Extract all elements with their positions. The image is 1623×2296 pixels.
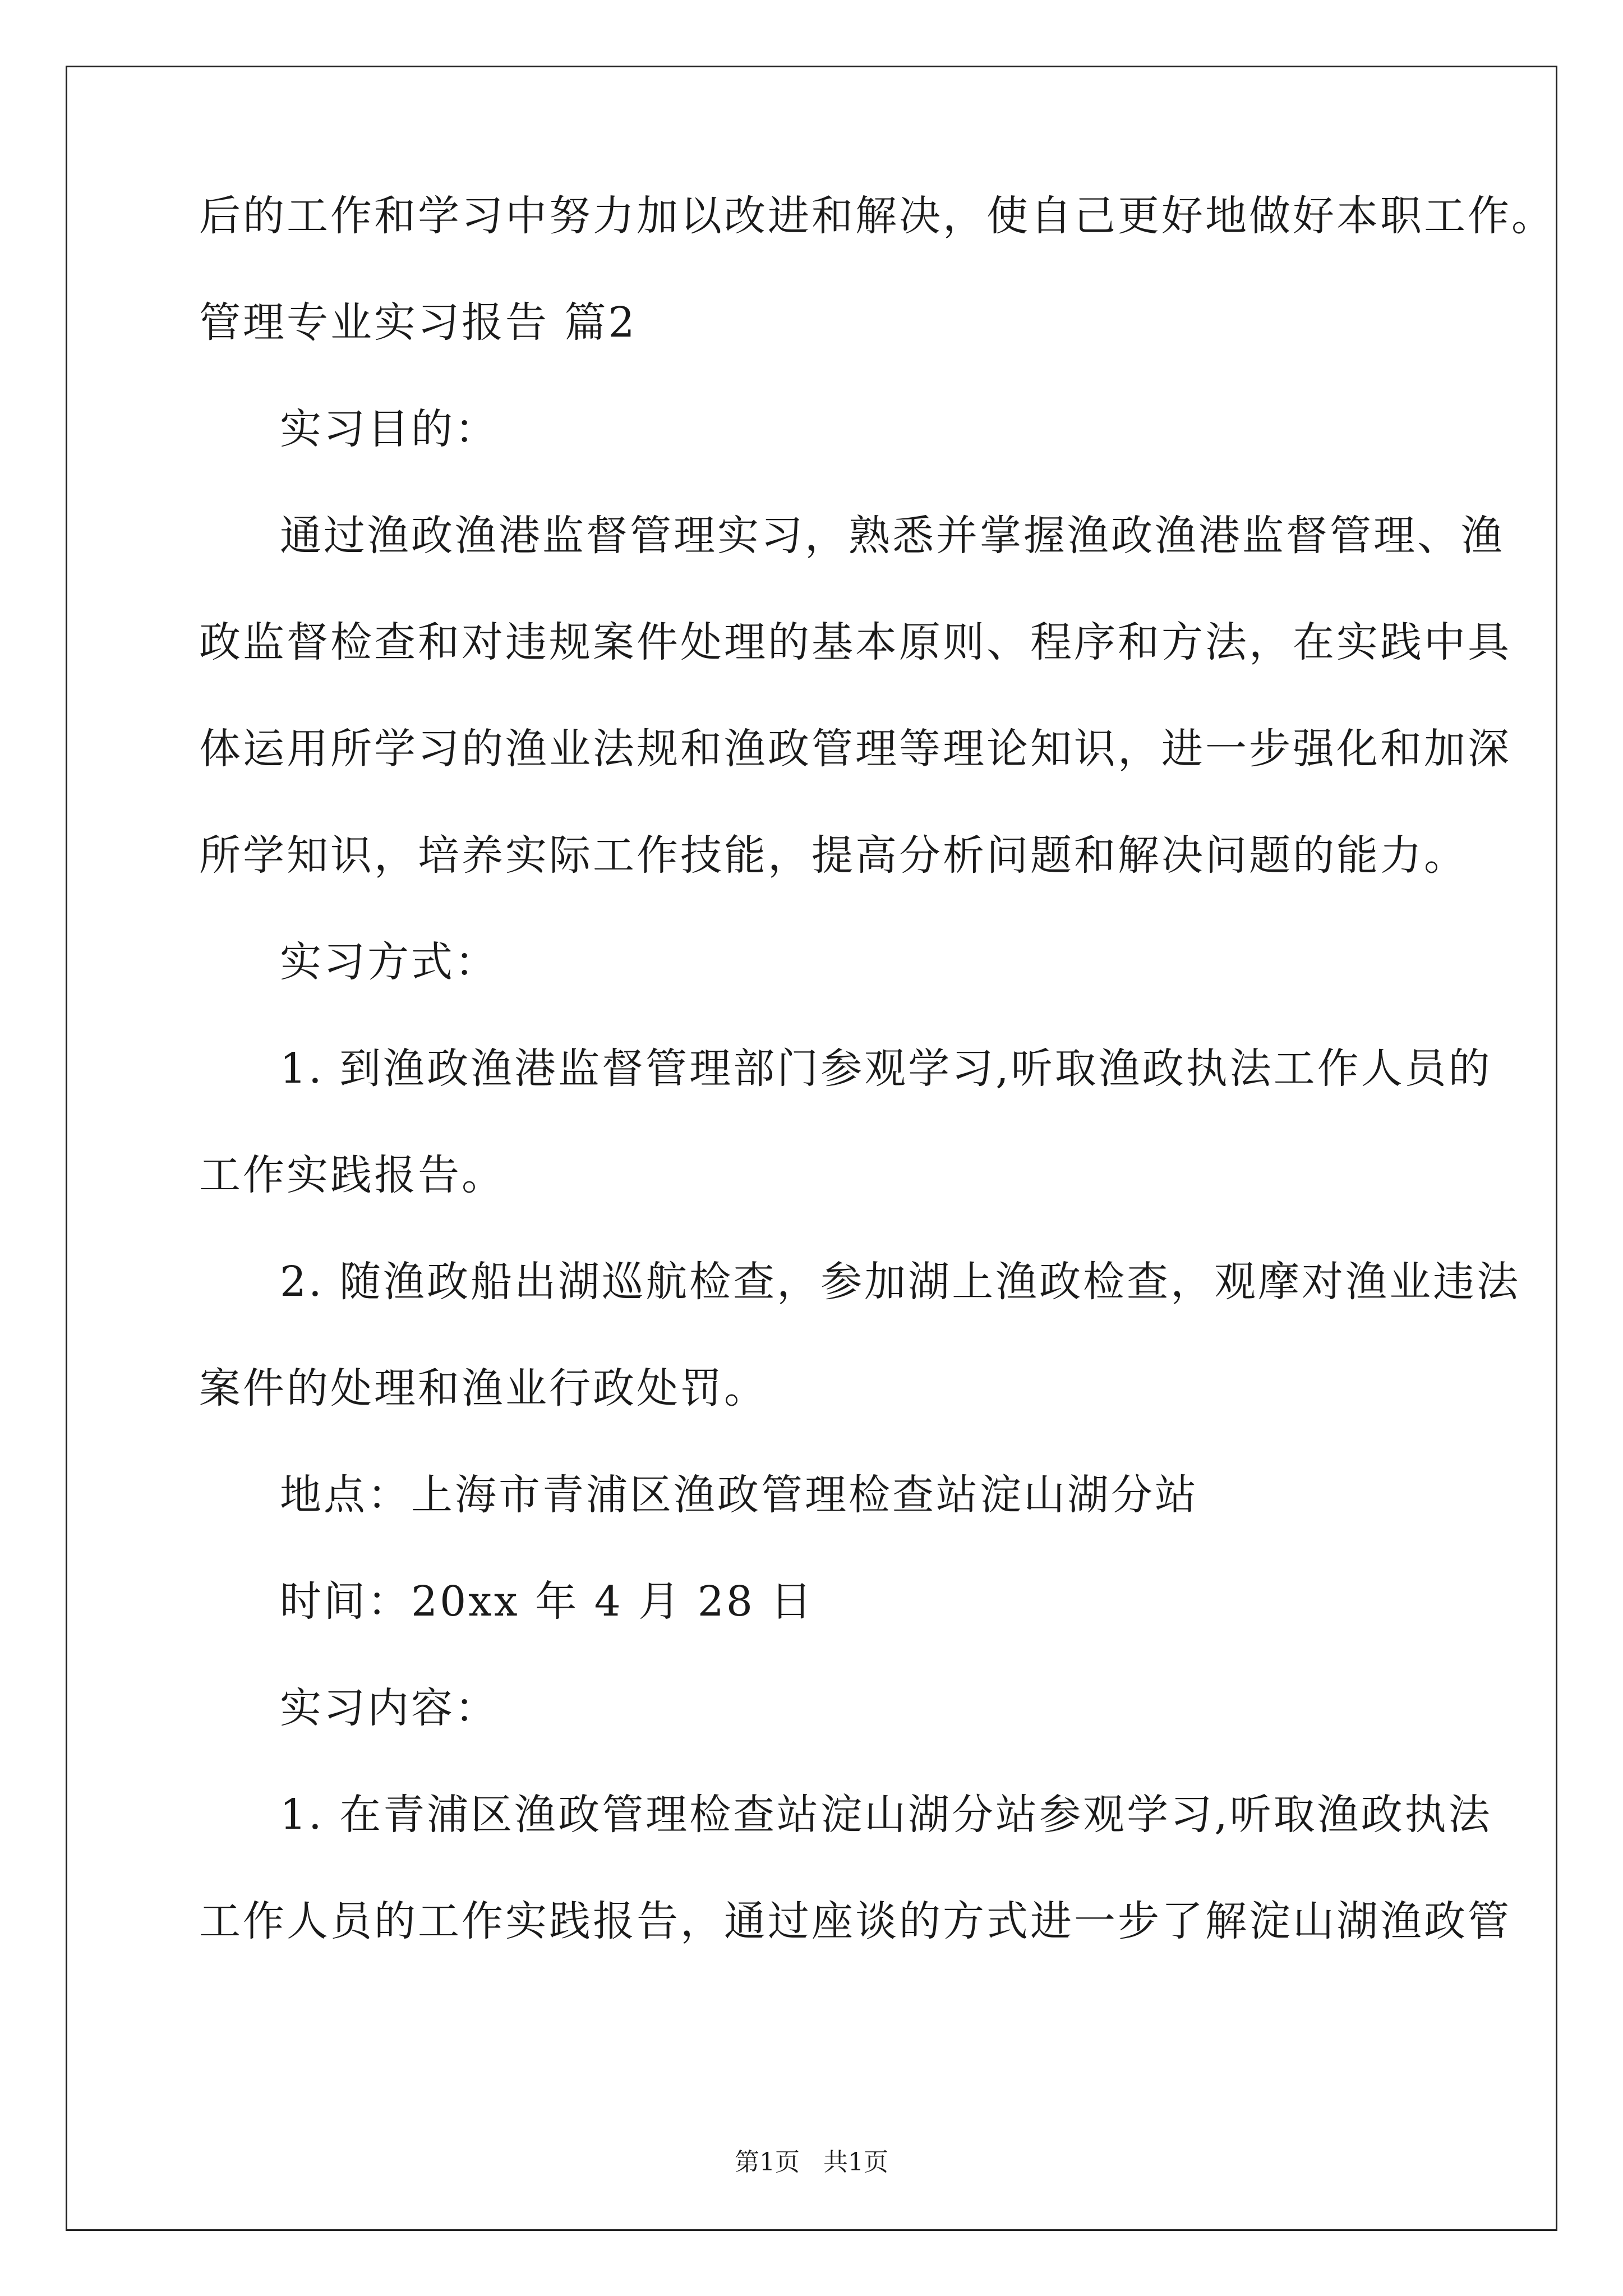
paragraph-line: 工作实践报告。: [199, 1151, 505, 1199]
subheading-purpose: 实习目的：: [280, 405, 499, 453]
page-total: 共1页: [823, 2148, 888, 2177]
subheading-method: 实习方式：: [280, 938, 499, 986]
list-item: 2. 随渔政船出湖巡航检查，参加湖上渔政检查，观摩对渔业违法: [280, 1258, 1521, 1306]
subheading-content: 实习内容：: [280, 1684, 499, 1732]
paragraph-line: 政监督检查和对违规案件处理的基本原则、程序和方法，在实践中具: [199, 618, 1511, 666]
page-number: 第1页: [735, 2148, 800, 2177]
paragraph-line: 工作人员的工作实践报告，通过座谈的方式进一步了解淀山湖渔政管: [199, 1897, 1511, 1945]
location-line: 地点：上海市青浦区渔政管理检查站淀山湖分站: [280, 1471, 1198, 1519]
page-footer: [0, 2148, 1623, 2177]
list-item: 1. 在青浦区渔政管理检查站淀山湖分站参观学习,听取渔政执法: [280, 1791, 1492, 1839]
paragraph-line: 体运用所学习的渔业法规和渔政管理等理论知识，进一步强化和加深: [199, 725, 1511, 773]
time-line: 时间：20xx 年 4 月 28 日: [280, 1577, 814, 1626]
paragraph-line: 后的工作和学习中努力加以改进和解决，使自己更好地做好本职工作。: [199, 192, 1555, 240]
paragraph-line: 案件的处理和渔业行政处罚。: [199, 1364, 768, 1412]
paragraph-line: 所学知识，培养实际工作技能，提高分析问题和解决问题的能力。: [199, 831, 1468, 880]
paragraph-line: 通过渔政渔港监督管理实习，熟悉并掌握渔政渔港监督管理、渔: [280, 512, 1505, 560]
section-heading: 管理专业实习报告 篇2: [199, 298, 637, 347]
list-item: 1. 到渔政渔港监督管理部门参观学习,听取渔政执法工作人员的: [280, 1045, 1492, 1093]
